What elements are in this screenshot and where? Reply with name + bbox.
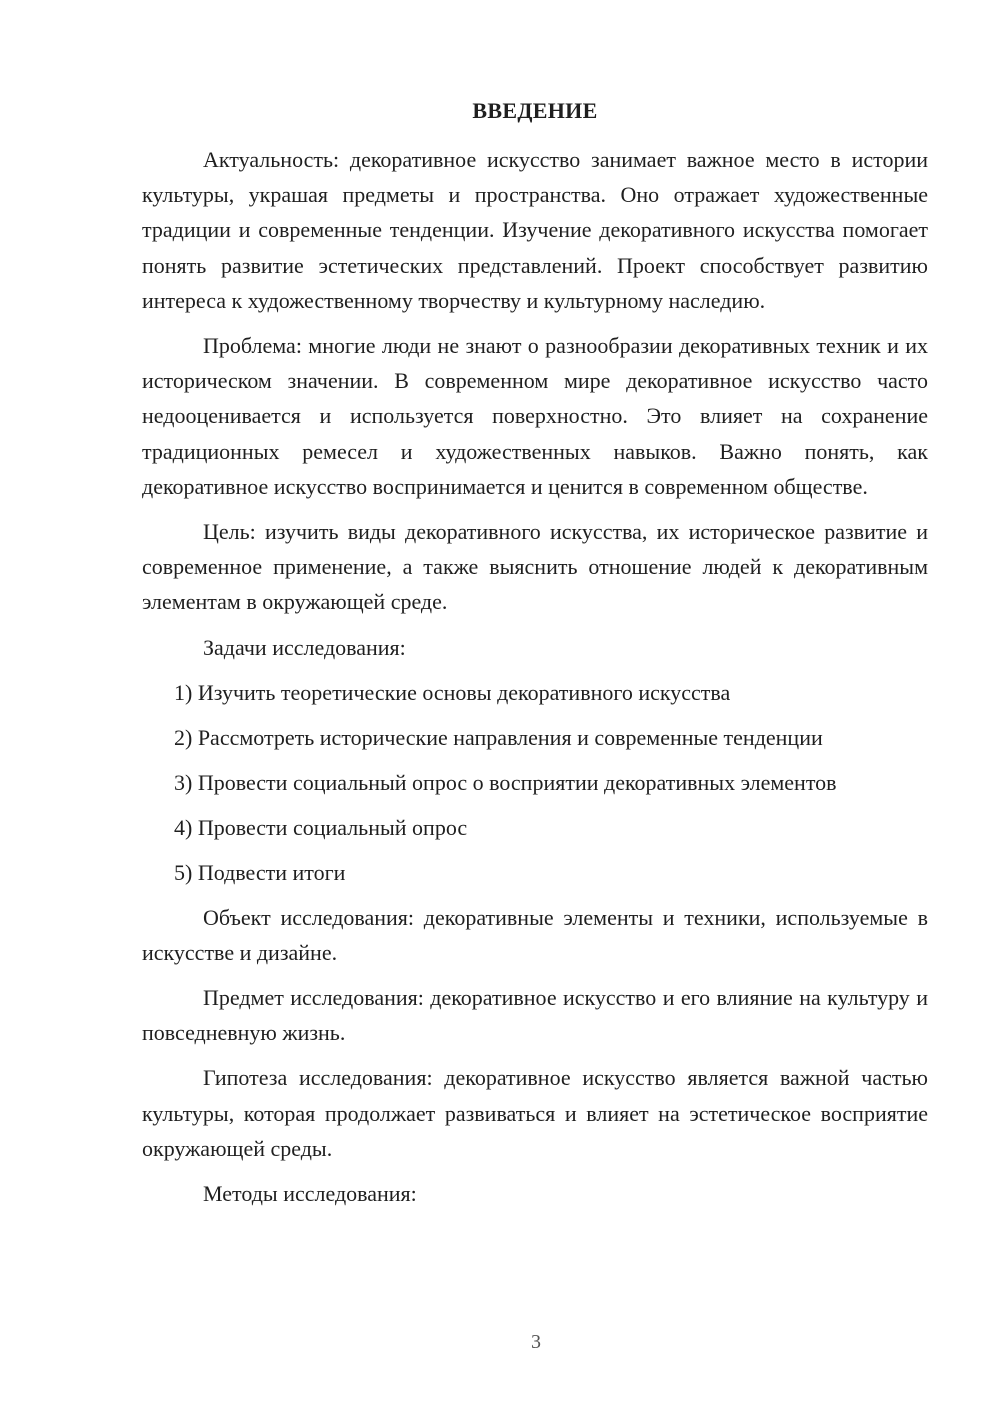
relevance-paragraph: Актуальность: декоративное искусство занимает важное место в истории культуры, украшая предметы и пространства. Оно отражает художественные традиции и современные тенденции. Изучение декоративного искусства помогает понять развитие эстетических представлений. Проект способствует развитию интереса к художественному творчеству и культурному наследию. [142, 147, 928, 313]
page-title: ВВЕДЕНИЕ [472, 98, 598, 123]
object-paragraph: Объект исследования: декоративные элементы и техники, используемые в искусстве и дизайне. [142, 904, 928, 965]
document-page [142, 94, 928, 1221]
task-item: 5) Подвести итоги [174, 859, 346, 885]
task-item: 3) Провести социальный опрос о восприятии декоративных элементов [174, 769, 837, 795]
goal-paragraph: Цель: изучить виды декоративного искусства, их историческое развитие и современное применение, а также выяснить отношение людей к декоративным элементам в окружающей среде. [142, 519, 928, 615]
task-item: 1) Изучить теоретические основы декоративного искусства [174, 679, 731, 705]
task-item: 4) Провести социальный опрос [174, 814, 468, 840]
tasks-heading: Задачи исследования: [203, 634, 406, 660]
page-number: 3 [531, 1331, 541, 1353]
methods-heading: Методы исследования: [203, 1181, 417, 1207]
hypothesis-paragraph: Гипотеза исследования: декоративное искусство является важной частью культуры, которая продолжает развиваться и влияет на эстетическое восприятие окружающей среды. [142, 1065, 928, 1161]
task-item: 2) Рассмотреть исторические направления и современные тенденции [174, 724, 823, 750]
subject-paragraph: Предмет исследования: декоративное искусство и его влияние на культуру и повседневную жизнь. [142, 985, 928, 1046]
problem-paragraph: Проблема: многие люди не знают о разнообразии декоративных техник и их историческом значении. В современном мире декоративное искусство часто недооценивается и используется поверхностно. Это влияет на сохранение традиционных ремесел и художественных навыков. Важно понять, как декоративное искусство воспринимается и ценится в современном обществе. [142, 333, 928, 499]
